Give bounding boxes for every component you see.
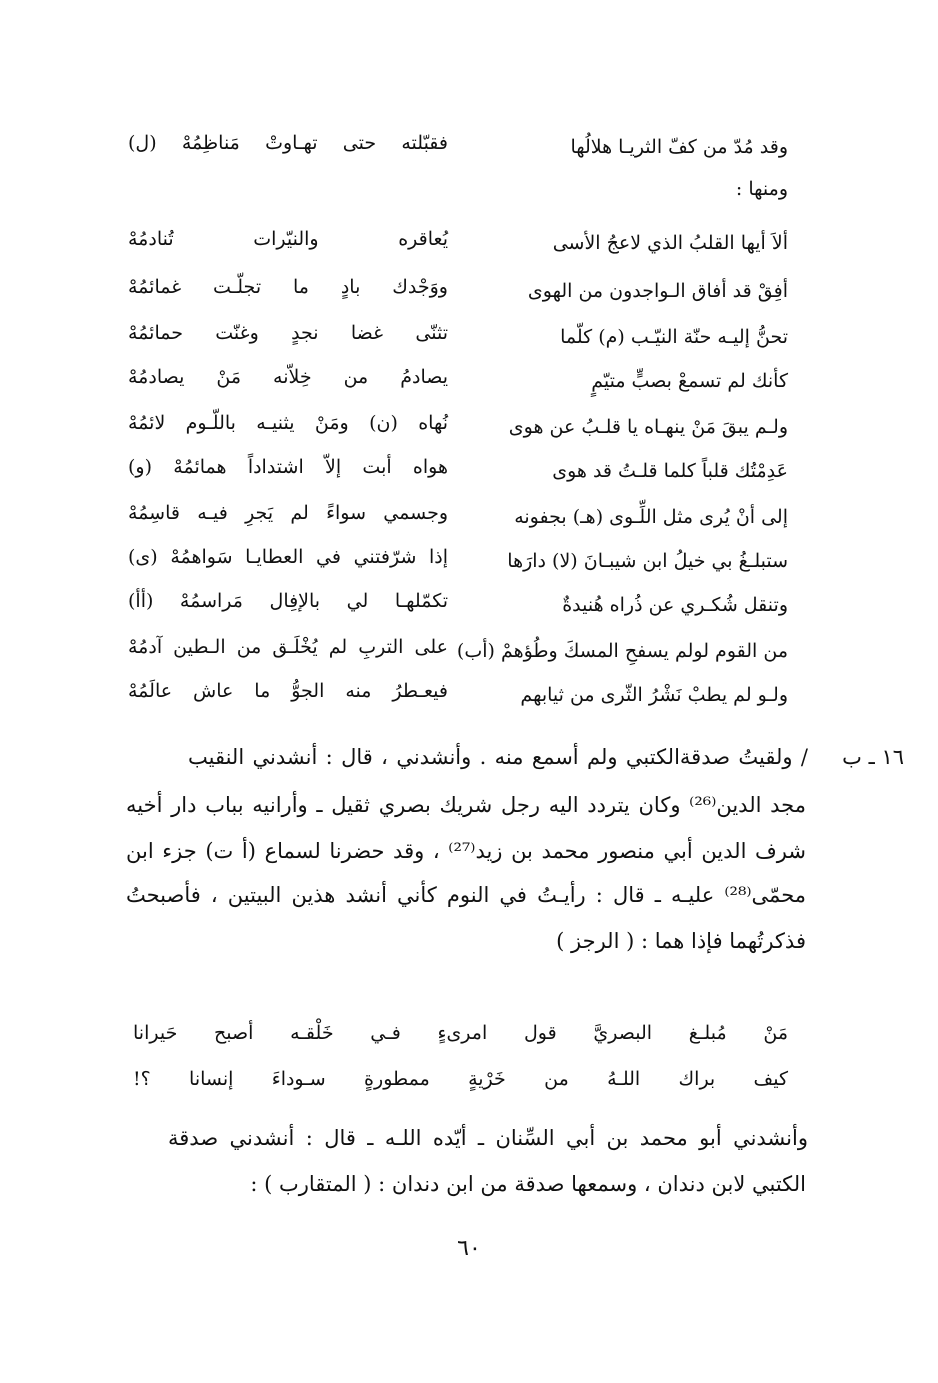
verse-2-9-first: وتنقل شُكـري عن ذُراه هُنيدةٌ [562, 594, 788, 616]
prose-2-line-2: الكتبي لابن دندان ، وسمعها صدقة من ابن دندان : ( المتقارب ) : [250, 1172, 806, 1196]
verse-2-1-second: يُعاقره والنيّرات تُنادمُهْ [128, 228, 448, 250]
verse-2-5-first: ولـم يبقَ مَنْ ينهـاه يا قلـبُ عن هوى [508, 416, 788, 438]
verse-3-2: كيف براك اللـهُ من خَرْيةٍ ممطورةٍ سـوداءَ إنسانا ؟! [133, 1068, 788, 1090]
verse-2-9-second: تكمّلهـا لي بالإفِال مَراسمُهْ (أأ) [128, 590, 448, 612]
prose-line-1: / ولقيتُ صدقةالكتبي ولم أسمع منه . وأنشدني ، قال : أنشدني النقيب [188, 745, 808, 769]
verse-2-10-first: من القوم لولم يسفحِ المسكَ وطُؤهمْ (أب) [456, 640, 788, 662]
verse-2-8-first: ستبلـغُ بي خيلُ ابن شيبـانَ (لا) دارَها [507, 550, 788, 572]
page-number: ٦٠ [457, 1236, 481, 1261]
verse-2-4-second: يصادمُ من خِلاّنه مَنْ يصادمُهْ [128, 366, 448, 388]
verse-2-3-second: تثنّى غضا نجدٍ وغنّت حمائمُهْ [128, 322, 448, 344]
verse-2-7-first: إلى أنْ يُرى مثل اللِّـوى (هـ) بجفونه [514, 506, 788, 528]
verse-2-11-first: ولـو لم يطبْ نَشْرُ الثّرى من ثيابهم [520, 684, 788, 706]
folio-marginal-note: ١٦ ـ ب [842, 745, 904, 769]
verse-2-4-first: كأنك لم تسمعْ بصبٍّ متيّمٍ [591, 370, 788, 392]
verse-2-6-second: هواه أبت إلاّ اشتداداً همائمُهْ (و) [128, 456, 448, 478]
prose-line-4: محمّى⁽²⁸⁾ عليـه ـ قال : رأيـتُ في النوم كأني أنشد هذين البيتين ، فأصبحتُ [126, 883, 806, 907]
verse-2-2-first: أفِقْ قد أفاق الـواجدون من الهوى [527, 280, 788, 302]
verse-2-2-second: ووَجْدك بادٍ ما تجلّـت غمائمُهْ [128, 276, 448, 298]
verse-3-1: مَنْ مُبلـغ البصريَّ قول امرىءٍ فـي خَلْقـه أصبح حَيرانا [133, 1022, 788, 1044]
prose-line-5: فذكرتُهما فإذا هما : ( الرجز ) [556, 929, 806, 953]
verse-1-second-hemistich: فقبّلته حتى تهـاوتْ مَناظِمُهْ (ل) [128, 132, 448, 154]
section-intro: ومنها : [735, 178, 788, 200]
verse-2-10-second: على التربِ لم يُخْلَـق من الـطين آدمُهْ [128, 636, 448, 658]
verse-2-3-first: تحنُّ إليـه حنّة النيّـب (م) كلّما [560, 326, 788, 348]
verse-2-11-second: فيعـطرُ منه الجوُّ ما عاش عالَمُهْ [128, 680, 448, 702]
verse-1-first-hemistich: وقد مُدّ من كفّ الثريـا هلالُها [570, 136, 788, 158]
verse-2-1-first: ألاَ أيها القلبُ الذي لاعجُ الأسى [552, 232, 788, 254]
prose-line-3: شرف الدين أبي منصور محمد بن زيد⁽²⁷⁾ ، وقد حضرنا لسماع (أ ت) جزء ابن [126, 839, 806, 863]
prose-line-2: مجد الدين⁽²⁶⁾ وكان يتردد اليه رجل شريك بصري ثقيل ـ وأرانيه بباب دار أخيه [126, 793, 806, 817]
verse-2-8-second: إذا شرّفتني في العطايـا سَواهمُهْ (ى) [128, 546, 448, 568]
prose-2-line-1: وأنشدني أبو محمد بن أبي السِّنان ـ أيّده اللـه ـ قال : أنشدني صدقة [168, 1126, 808, 1150]
verse-2-6-first: عَدِمْتُك قلباً كلما قلـتُ قد هوى [552, 460, 788, 482]
verse-2-7-second: وجسمي سواءً لم يَجرِ فيـه قاسِمُهْ [128, 502, 448, 524]
verse-2-5-second: نُهاه (ن) ومَنْ يثنيـه باللّـوم لائمُهْ [128, 412, 448, 434]
